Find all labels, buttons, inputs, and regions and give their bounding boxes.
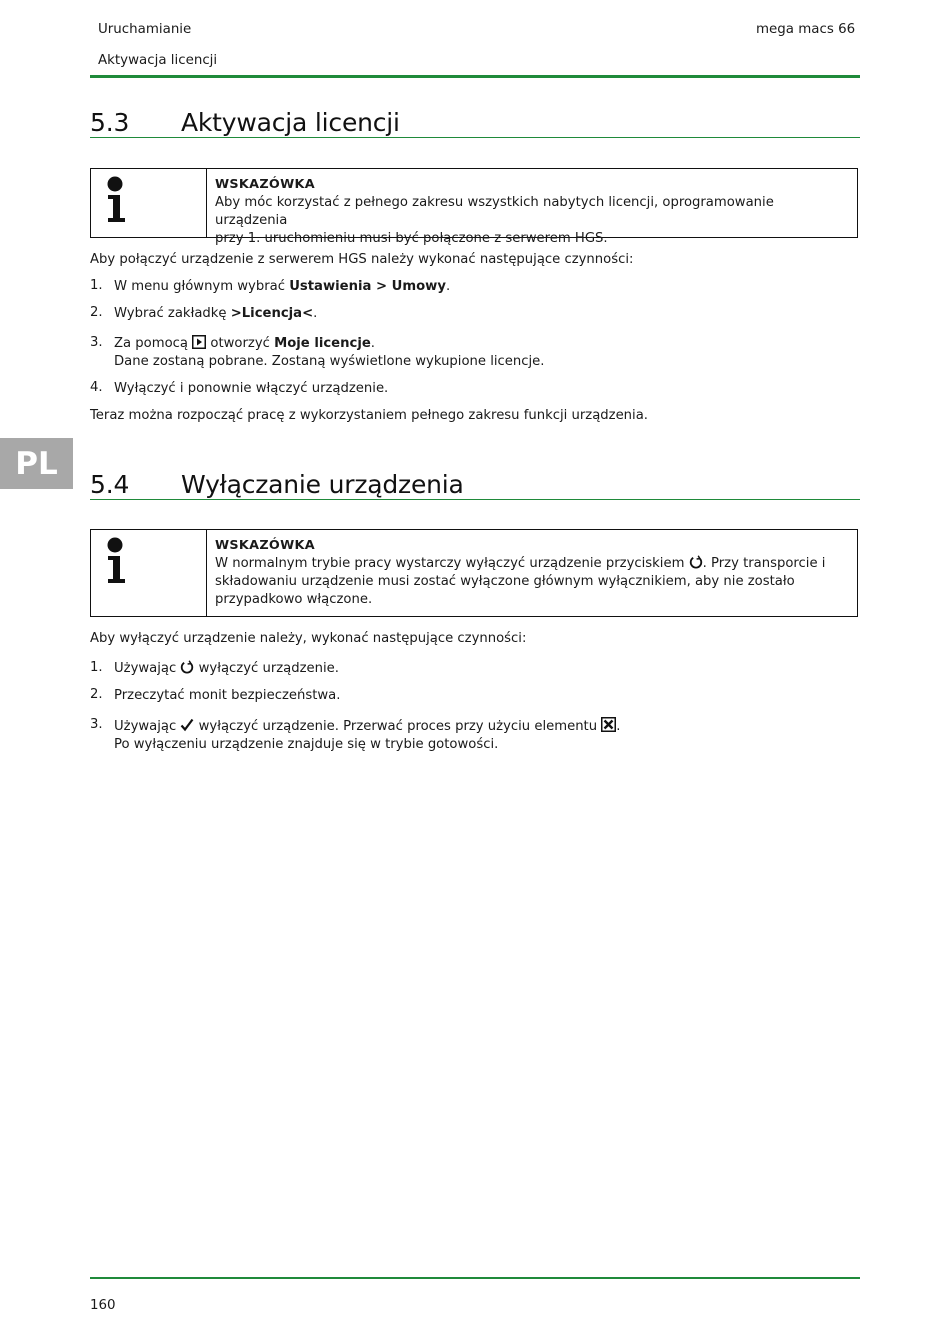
- list-item: Wyłączyć i ponownie włączyć urządzenie.: [114, 381, 389, 396]
- page-number: 160: [90, 1298, 116, 1313]
- section-number: 5.3: [90, 108, 130, 137]
- header-product: mega macs 66: [756, 22, 856, 37]
- info-icon: [104, 537, 128, 585]
- note-heading: WSKAZÓWKA: [215, 538, 315, 553]
- language-tab: PL: [0, 438, 73, 489]
- note-text: Aby móc korzystać z pełnego zakresu wszystkich nabytych licencji, oprogramowanie urządzenia: [215, 195, 774, 228]
- section-title: Wyłączanie urządzenia: [181, 470, 464, 499]
- list-number: 1.: [90, 278, 103, 293]
- list-number: 2.: [90, 687, 103, 702]
- list-item: Wybrać zakładkę >Licencja<.: [114, 306, 318, 321]
- note-text: W normalnym trybie pracy wystarczy wyłączyć urządzenie przyciskiem . Przy transporcie i: [215, 556, 826, 571]
- info-icon: [104, 176, 128, 224]
- cancel-icon: [601, 717, 616, 732]
- list-item: Przeczytać monit bezpieczeństwa.: [114, 688, 341, 703]
- section-rule: [90, 499, 860, 500]
- list-number: 3.: [90, 717, 103, 732]
- list-item: Używając wyłączyć urządzenie. Przerwać proces przy użyciu elementu . Po wyłączeniu urządzenie znajduje się w trybie gotowości.: [114, 719, 621, 752]
- list-item: W menu głównym wybrać Ustawienia > Umowy.: [114, 279, 451, 294]
- note-text: przypadkowo włączone.: [215, 592, 373, 607]
- power-icon: [689, 555, 703, 569]
- header-chapter: Uruchamianie: [98, 22, 192, 37]
- note-heading: WSKAZÓWKA: [215, 177, 315, 192]
- list-number: 4.: [90, 380, 103, 395]
- check-icon: [180, 718, 194, 732]
- power-icon: [180, 660, 194, 674]
- note-box: [90, 529, 858, 617]
- intro-text: Aby wyłączyć urządzenie należy, wykonać następujące czynności:: [90, 631, 527, 646]
- list-number: 3.: [90, 335, 103, 350]
- list-number: 2.: [90, 305, 103, 320]
- arrow-right-icon: [192, 335, 206, 349]
- note-box: [90, 168, 858, 246]
- header-subchapter: Aktywacja licencji: [98, 53, 218, 68]
- list-item: Używając wyłączyć urządzenie.: [114, 661, 339, 676]
- header-rule: [90, 75, 860, 78]
- outro-text: Teraz można rozpocząć pracę z wykorzystaniem pełnego zakresu funkcji urządzenia.: [90, 408, 648, 423]
- list-item: Za pomocą otworzyć Moje licencje. Dane zostaną pobrane. Zostaną wyświetlone wykupione licencje.: [114, 336, 545, 369]
- section-number: 5.4: [90, 470, 130, 499]
- intro-text: Aby połączyć urządzenie z serwerem HGS należy wykonać następujące czynności:: [90, 252, 634, 267]
- footer-rule: [90, 1277, 860, 1279]
- list-number: 1.: [90, 660, 103, 675]
- section-title: Aktywacja licencji: [181, 108, 400, 137]
- note-text: przy 1. uruchomieniu musi być połączone z serwerem HGS.: [215, 231, 608, 246]
- section-rule: [90, 137, 860, 138]
- note-text: składowaniu urządzenie musi zostać wyłączone głównym wyłącznikiem, aby nie zostało: [215, 574, 795, 589]
